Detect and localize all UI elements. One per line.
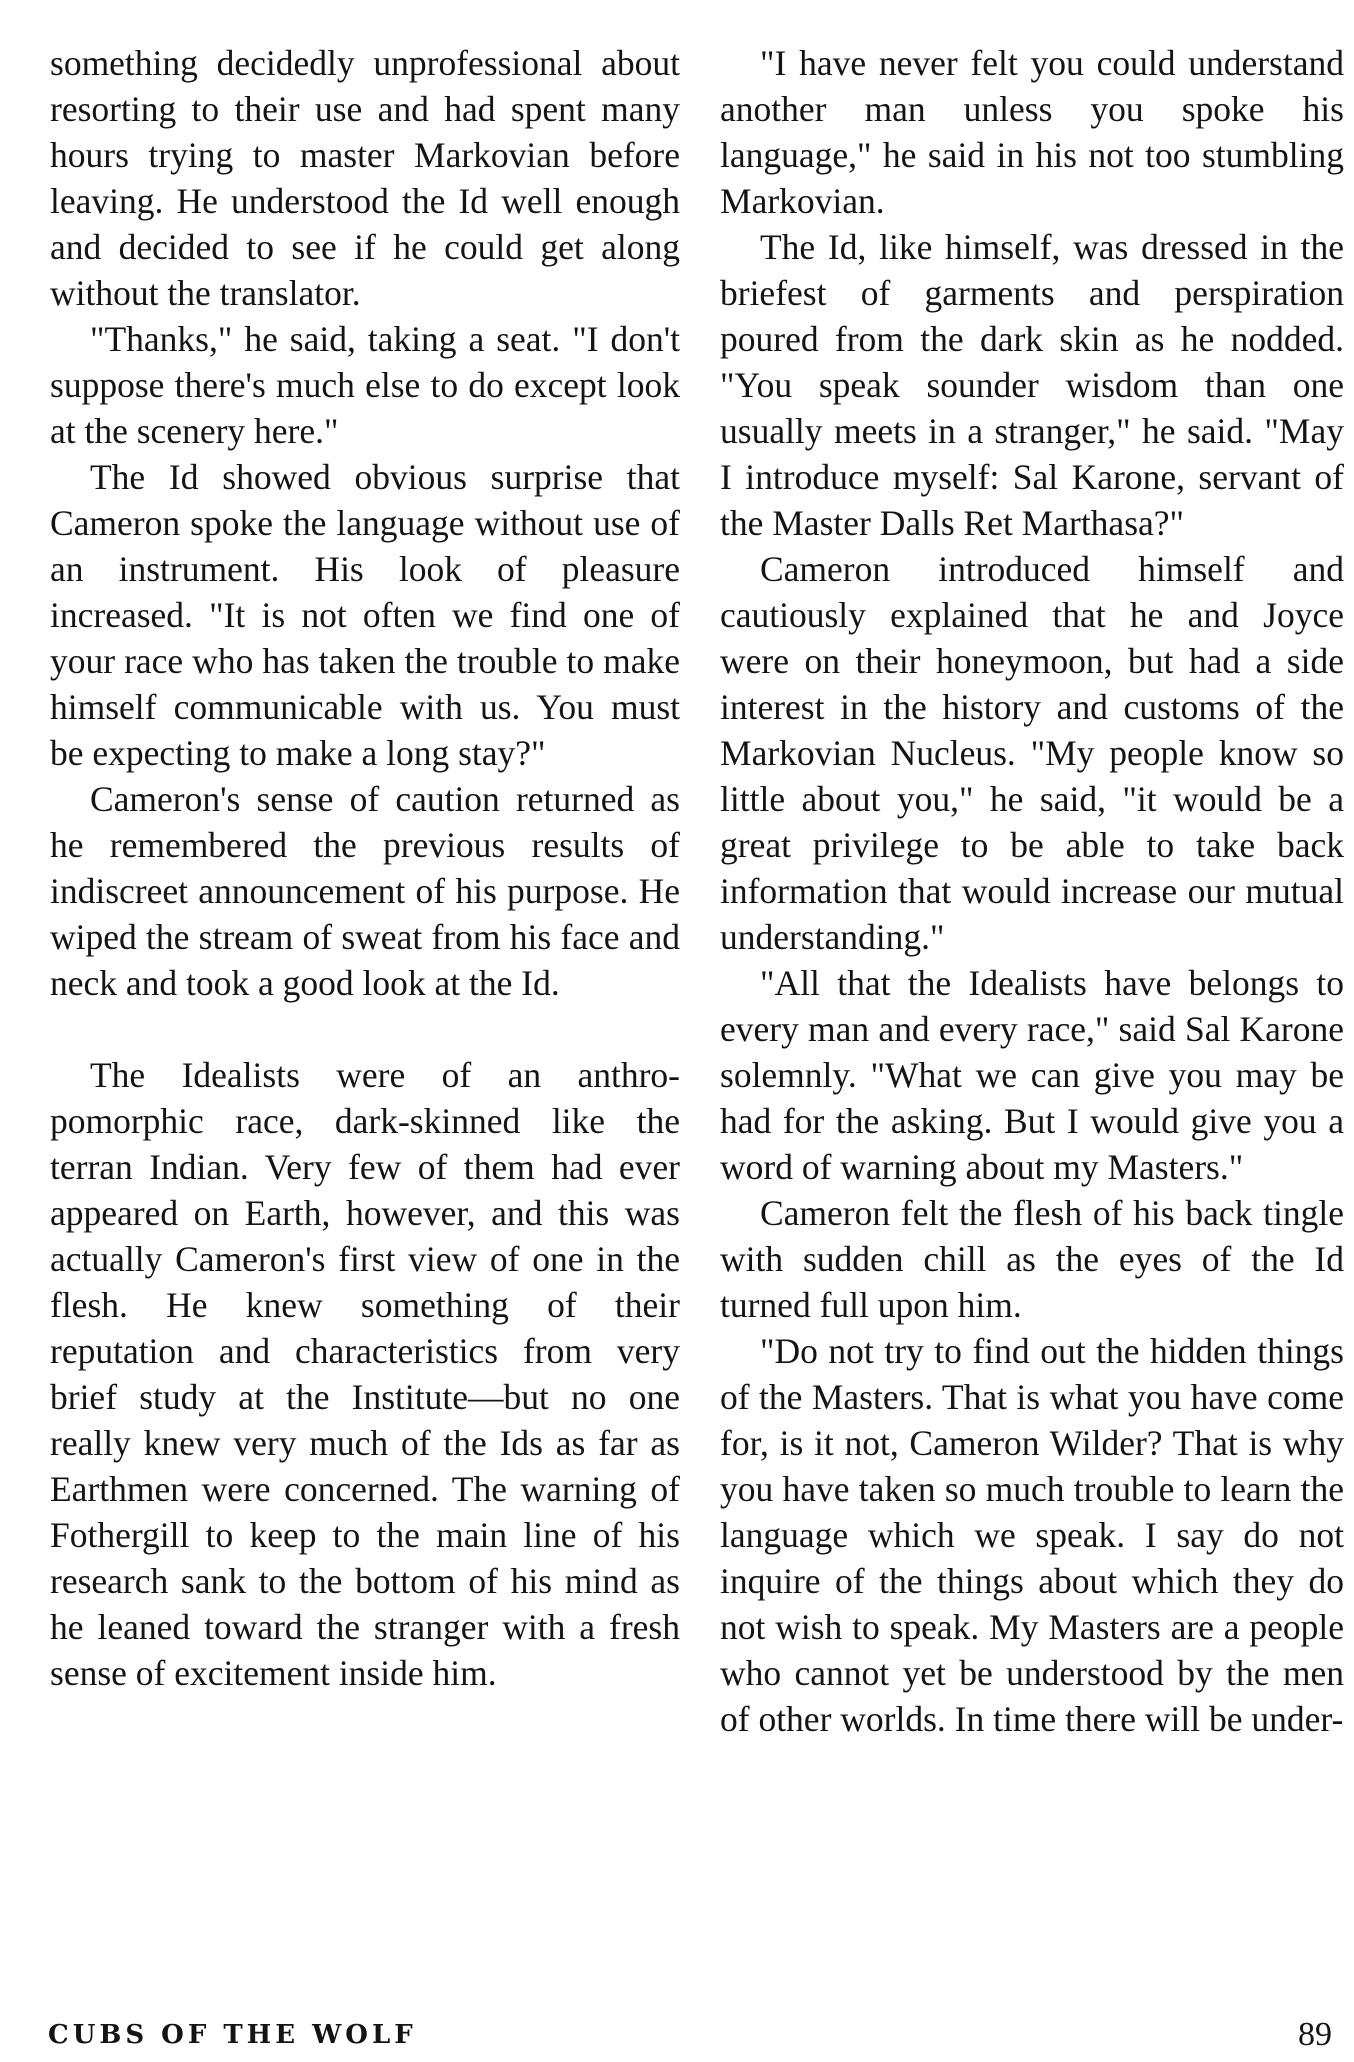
page-footer [0, 2016, 1354, 2060]
left-column [50, 40, 680, 1696]
paragraph: "All that the Idealists have belongs to every man and every race," said Sal Karone solemnly. "What we can give you may be had for the asking. But I would give you a word of warning about my Masters." [720, 963, 1344, 1187]
running-head: CUBS OF THE WOLF [48, 2020, 417, 2050]
paragraph: Cameron felt the flesh of his back tingle with sudden chill as the eyes of the Id turned full upon him. [720, 1193, 1344, 1325]
paragraph: "Do not try to find out the hidden things of the Masters. That is what you have come for, is it not, Cameron Wilder? That is why you have taken so much trouble to learn the language which we speak. I say do not inquire of the things about which they do not wish to speak. My Masters are a people who cannot yet be understood by the men of other worlds. In time there will be under- [720, 1331, 1344, 1739]
paragraph: Cameron's sense of caution returned as he remembered the previous results of indiscreet announcement of his purpose. He wiped the stream of sweat from his face and neck and took a good look at the Id. [50, 779, 680, 1003]
right-column [720, 40, 1344, 1742]
paragraph: "Thanks," he said, taking a seat. "I don't suppose there's much else to do except look at the scenery here." [50, 319, 680, 451]
paragraph: Cameron introduced himself and cautiously explained that he and Joyce were on their honeymoon, but had a side interest in the history and customs of the Markovian Nucleus. "My people know so little about you," he said, "it would be a great privilege to be able to take back information that would increase our mutual understanding." [720, 549, 1344, 957]
paragraph: The Idealists were of an anthropomorphic race, dark-skinned like the terran Indian. Very few of them had ever appeared on Earth, however, and this was actually Cameron's first view of one in the flesh. He knew something of their reputation and characteristics from very brief study at the Institute—but no one really knew very much of the Ids as far as Earthmen were concerned. The warning of Fothergill to keep to the main line of his research sank to the bottom of his mind as he leaned toward the stranger with a fresh sense of excitement inside him. [50, 1055, 680, 1693]
paragraph: "I have never felt you could understand another man unless you spoke his language," he said in his not too stumbling Markovian. [720, 43, 1344, 221]
paragraph: The Id showed obvious surprise that Cameron spoke the language without use of an instrument. His look of pleasure increased. "It is not often we find one of your race who has taken the trouble to make himself communicable with us. You must be expecting to make a long stay?" [50, 457, 680, 773]
page-number: 89 [1298, 2016, 1332, 2053]
paragraph: The Id, like himself, was dressed in the briefest of garments and perspiration poured from the dark skin as he nodded. "You speak sounder wisdom than one usually meets in a stranger," he said. "May I introduce myself: Sal Karone, servant of the Master Dalls Ret Marthasa?" [720, 227, 1344, 543]
paragraph: something decidedly unprofessional about resorting to their use and had spent many hours trying to master Markovian before leaving. He understood the Id well enough and decided to see if he could get along without the translator. [50, 43, 680, 313]
